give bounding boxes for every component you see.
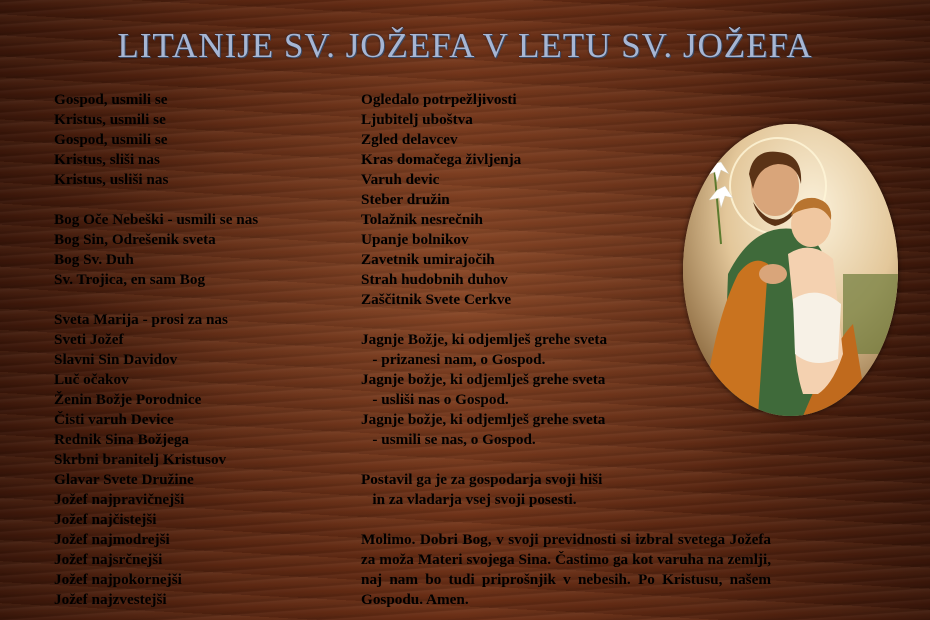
litany-line: Gospod, usmili se xyxy=(54,91,168,108)
litany-line: Ogledalo potrpežljivosti xyxy=(361,91,517,108)
litany-line: Kristus, usliši nas xyxy=(54,171,169,188)
saint-joseph-image xyxy=(683,124,898,416)
litany-line: Zaščitnik Svete Cerkve xyxy=(361,291,512,308)
closing-prayer: Molimo. Dobri Bog, v svoji previdnosti si izbral svetega Jožefa za moža Materi svojega Sina. Častimo ga kot varuha na zemlji, naj nam bo tudi priprošnjik v nebesih. Po Kristusu, našem Gospodu. Amen. xyxy=(361,531,771,608)
litany-line: - prizanesi nam, o Gospod. xyxy=(361,351,546,368)
litany-line: Postavil ga je za gospodarja svoji hiši xyxy=(361,471,603,488)
litany-line: Ženin Božje Porodnice xyxy=(54,391,202,408)
litany-line: Jožef najčistejši xyxy=(54,511,157,528)
litany-line: Jagnje Božje, ki odjemlješ grehe sveta xyxy=(361,331,608,348)
litany-line: Jožef najsrčnejši xyxy=(54,551,163,568)
litany-line: Kras domačega življenja xyxy=(361,151,522,168)
litany-line: Bog Oče Nebeški - usmili se nas xyxy=(54,211,259,228)
litany-line: Sveta Marija - prosi za nas xyxy=(54,311,228,328)
litany-line: Jagnje božje, ki odjemlješ grehe sveta xyxy=(361,411,606,428)
litany-line xyxy=(54,190,344,210)
litany-line: Luč očakov xyxy=(54,371,129,388)
litany-line: Varuh devic xyxy=(361,171,440,188)
litany-line: Bog Sv. Duh xyxy=(54,251,134,268)
litany-line: - usmili se nas, o Gospod. xyxy=(361,431,536,448)
litany-line: Rednik Sina Božjega xyxy=(54,431,190,448)
litany-line: Čisti varuh Device xyxy=(54,411,174,428)
litany-line: Gospod, usmili se xyxy=(54,131,168,148)
saint-joseph-portrait xyxy=(683,124,898,416)
litany-line: Jožef najpokornejši xyxy=(54,571,182,588)
litany-line: Upanje bolnikov xyxy=(361,231,469,248)
litany-line: in za vladarja vsej svoji posesti. xyxy=(361,491,577,508)
litany-line: Slavni Sin Davidov xyxy=(54,351,178,368)
litany-line: - usliši nas o Gospod. xyxy=(361,391,509,408)
litany-line: Jagnje božje, ki odjemlješ grehe sveta xyxy=(361,371,606,388)
litany-line: Steber družin xyxy=(361,191,450,208)
litany-line: Ljubitelj uboštva xyxy=(361,111,473,128)
litany-line: Zgled delavcev xyxy=(361,131,458,148)
litany-line: Jožef najmodrejši xyxy=(54,531,170,548)
litany-line: Bog Sin, Odrešenik sveta xyxy=(54,231,216,248)
litany-line xyxy=(54,290,344,310)
litany-line: Glavar Svete Družine xyxy=(54,471,194,488)
litany-line: Jožef najzvestejši xyxy=(54,591,167,608)
litany-line: Kristus, usmili se xyxy=(54,111,166,128)
litany-line: Tolažnik nesrečnih xyxy=(361,211,483,228)
litany-line: Kristus, sliši nas xyxy=(54,151,160,168)
page-title: LITANIJE SV. JOŽEFA V LETU SV. JOŽEFA xyxy=(117,26,813,65)
litany-line: Strah hudobnih duhov xyxy=(361,271,508,288)
litany-left-column xyxy=(54,90,344,610)
litany-line: Skrbni branitelj Kristusov xyxy=(54,451,227,468)
litany-line: Jožef najpravičnejši xyxy=(54,491,185,508)
litany-line xyxy=(361,450,781,470)
litany-line: Sveti Jožef xyxy=(54,331,124,348)
litany-line: Sv. Trojica, en sam Bog xyxy=(54,271,206,288)
litany-line: Zavetnik umirajočih xyxy=(361,251,495,268)
